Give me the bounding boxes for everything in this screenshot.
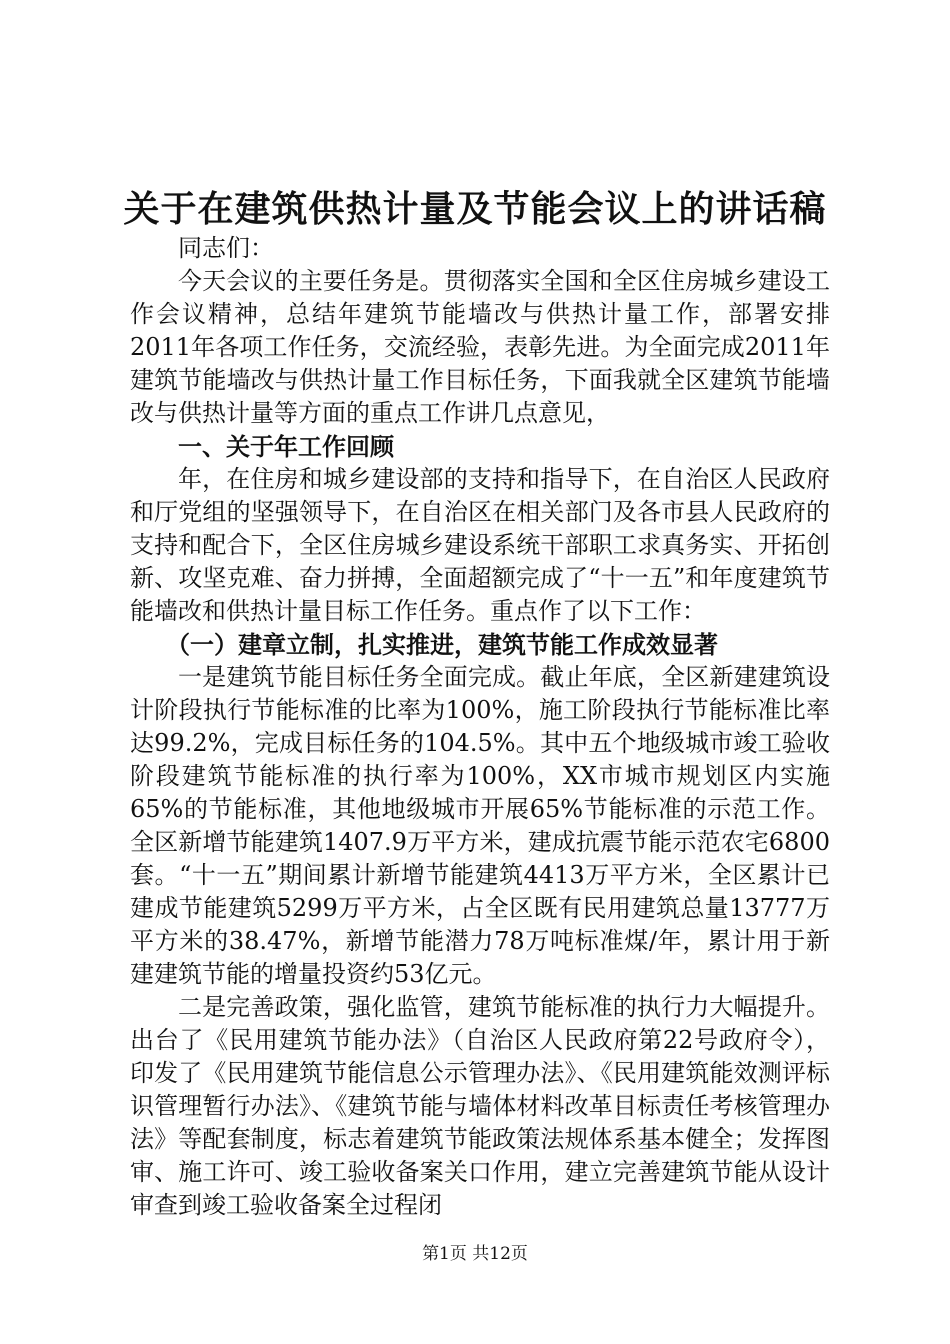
intro-paragraph: 今天会议的主要任务是。贯彻落实全国和全区住房城乡建设工作会议精神，总结年建筑节能墙改与供热计量工作，部署安排2011年各项工作任务，交流经验，表彰先进。为全面完成2011年建筑节能墙改与供热计量工作目标任务，下面我就全区建筑节能墙改与供热计量等方面的重点工作讲几点意见， xyxy=(130,267,830,427)
salutation-paragraph: 同志们： xyxy=(178,234,274,262)
point-one-paragraph: 一是建筑节能目标任务全面完成。截止年底，全区新建建筑设计阶段执行节能标准的比率为100%，施工阶段执行节能标准比率达99.2%，完成目标任务的104.5%。其中五个地级城市竣工验收阶段建筑节能标准的执行率为100%，XX市城市规划区内实施65%的节能标准，其他地级城市开展65%节能标准的示范工作。全区新增节能建筑1407.9万平方米，建成抗震节能示范农宅6800套。“十一五”期间累计新增节能建筑4413万平方米，全区累计已建成节能建筑5299万平方米，占全区既有民用建筑总量13777万平方米的38.47%，新增节能潜力78万吨标准煤/年，累计用于新建建筑节能的增量投资约53亿元。 xyxy=(130,663,830,988)
document-body xyxy=(130,232,830,1222)
point-two-paragraph: 二是完善政策，强化监管，建筑节能标准的执行力大幅提升。出台了《民用建筑节能办法》（自治区人民政府第22号政府令），印发了《民用建筑节能信息公示管理办法》、《民用建筑能效测评标识管理暂行办法》、《建筑节能与墙体材料改革目标责任考核管理办法》等配套制度，标志着建筑节能政策法规体系基本健全；发挥图审、施工许可、竣工验收备案关口作用，建立完善建筑节能从设计审查到竣工验收备案全过程闭 xyxy=(130,993,830,1219)
section-heading: 一、关于年工作回顾 xyxy=(178,432,394,461)
document-title: 关于在建筑供热计量及节能会议上的讲话稿 xyxy=(123,188,827,230)
review-paragraph: 年，在住房和城乡建设部的支持和指导下，在自治区人民政府和厅党组的坚强领导下，在自治区在相关部门及各市县人民政府的支持和配合下，全区住房城乡建设系统干部职工求真务实、开拓创新、攻坚克难、奋力拼搏，全面超额完成了“十一五”和年度建筑节能墙改和供热计量目标工作任务。重点作了以下工作： xyxy=(130,465,830,625)
subsection-heading: （一）建章立制，扎实推进，建筑节能工作成效显著 xyxy=(166,630,718,659)
page-number-footer: 第1页 共12页 xyxy=(422,1244,528,1264)
